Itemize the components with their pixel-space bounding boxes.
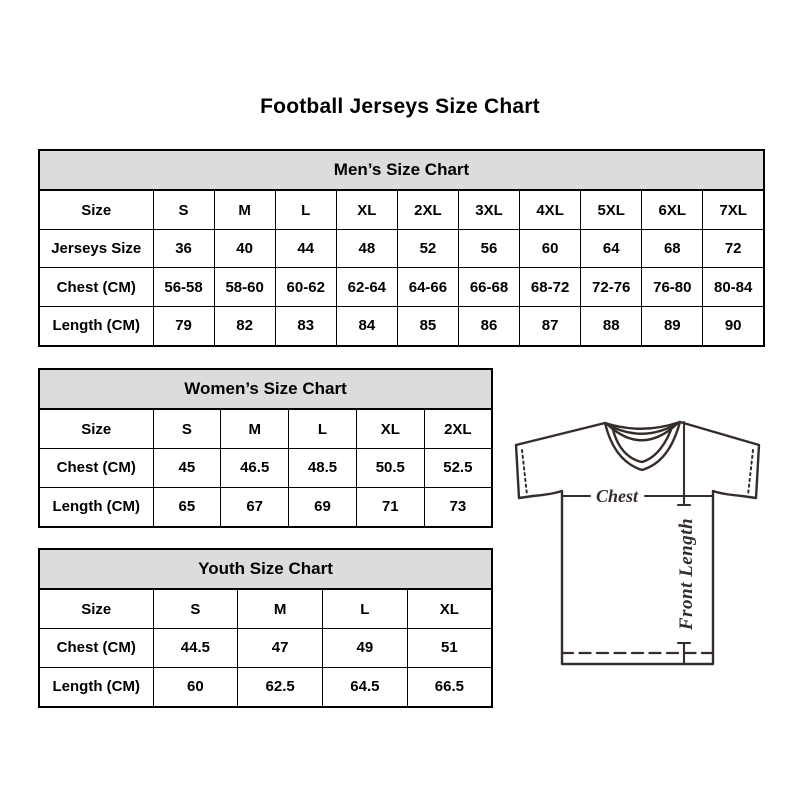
value-cell: 88 (581, 306, 642, 346)
value-cell: 2XL (397, 190, 458, 230)
value-cell: 64 (581, 230, 642, 268)
value-cell: XL (336, 190, 397, 230)
value-cell: 73 (424, 487, 492, 527)
table-header-row (39, 369, 492, 409)
womens-size-table (38, 368, 493, 528)
table-header-row (39, 549, 492, 589)
row-label-cell: Chest (CM) (39, 268, 153, 306)
value-cell: 50.5 (356, 449, 424, 488)
value-cell: 84 (336, 306, 397, 346)
value-cell: 62.5 (238, 667, 323, 707)
value-cell: 49 (323, 629, 408, 668)
table-row (39, 409, 492, 449)
row-label-cell: Length (CM) (39, 487, 153, 527)
value-cell: 48.5 (289, 449, 357, 488)
youth-table-title: Youth Size Chart (39, 549, 492, 589)
value-cell: 80-84 (703, 268, 764, 306)
value-cell: M (214, 190, 275, 230)
row-label-cell: Size (39, 190, 153, 230)
value-cell: 64-66 (397, 268, 458, 306)
value-cell: 45 (153, 449, 221, 488)
value-cell: 69 (289, 487, 357, 527)
value-cell: 60-62 (275, 268, 336, 306)
value-cell: 66.5 (407, 667, 492, 707)
value-cell: M (238, 589, 323, 629)
value-cell: 4XL (520, 190, 581, 230)
right-sleeve-seam-dotted-line (748, 450, 753, 495)
value-cell: 36 (153, 230, 214, 268)
womens-table-body (39, 409, 492, 527)
value-cell: 56 (458, 230, 519, 268)
value-cell: 46.5 (221, 449, 289, 488)
value-cell: 48 (336, 230, 397, 268)
value-cell: 72 (703, 230, 764, 268)
value-cell: 7XL (703, 190, 764, 230)
value-cell: 58-60 (214, 268, 275, 306)
value-cell: 56-58 (153, 268, 214, 306)
value-cell: 44.5 (153, 629, 238, 668)
table-row (39, 190, 764, 230)
table-row (39, 230, 764, 268)
value-cell: 64.5 (323, 667, 408, 707)
value-cell: 71 (356, 487, 424, 527)
value-cell: 52.5 (424, 449, 492, 488)
value-cell: 68 (642, 230, 703, 268)
row-label-cell: Length (CM) (39, 306, 153, 346)
jersey-illustration (505, 400, 775, 690)
table-row (39, 306, 764, 346)
value-cell: S (153, 409, 221, 449)
value-cell: 47 (238, 629, 323, 668)
table-header-row (39, 150, 764, 190)
row-label-cell: Size (39, 589, 153, 629)
value-cell: 3XL (458, 190, 519, 230)
value-cell: 83 (275, 306, 336, 346)
value-cell: 89 (642, 306, 703, 346)
value-cell: 52 (397, 230, 458, 268)
left-sleeve-seam-dotted-line (522, 450, 527, 495)
value-cell: 40 (214, 230, 275, 268)
value-cell: 85 (397, 306, 458, 346)
mens-size-table (38, 149, 765, 347)
jersey-measurement-diagram (505, 400, 775, 690)
value-cell: 67 (221, 487, 289, 527)
value-cell: 72-76 (581, 268, 642, 306)
womens-table-title: Women’s Size Chart (39, 369, 492, 409)
value-cell: 5XL (581, 190, 642, 230)
table-row (39, 589, 492, 629)
value-cell: L (323, 589, 408, 629)
mens-table-body (39, 190, 764, 346)
value-cell: 79 (153, 306, 214, 346)
row-label-cell: Size (39, 409, 153, 449)
value-cell: S (153, 589, 238, 629)
value-cell: 44 (275, 230, 336, 268)
value-cell: 62-64 (336, 268, 397, 306)
row-label-cell: Length (CM) (39, 667, 153, 707)
value-cell: M (221, 409, 289, 449)
value-cell: S (153, 190, 214, 230)
value-cell: 60 (153, 667, 238, 707)
value-cell: 2XL (424, 409, 492, 449)
row-label-cell: Chest (CM) (39, 449, 153, 488)
value-cell: 87 (520, 306, 581, 346)
row-label-cell: Chest (CM) (39, 629, 153, 668)
table-row (39, 449, 492, 488)
table-row (39, 667, 492, 707)
jersey-outline (516, 422, 759, 664)
value-cell: 65 (153, 487, 221, 527)
value-cell: 90 (703, 306, 764, 346)
value-cell: 51 (407, 629, 492, 668)
table-row (39, 268, 764, 306)
youth-table-body (39, 589, 492, 707)
page-title: Football Jerseys Size Chart (260, 95, 540, 118)
value-cell: 68-72 (520, 268, 581, 306)
front-length-label: Front Length (676, 517, 697, 631)
value-cell: L (289, 409, 357, 449)
table-row (39, 487, 492, 527)
value-cell: XL (407, 589, 492, 629)
row-label-cell: Jerseys Size (39, 230, 153, 268)
value-cell: 76-80 (642, 268, 703, 306)
value-cell: 86 (458, 306, 519, 346)
value-cell: 60 (520, 230, 581, 268)
value-cell: 66-68 (458, 268, 519, 306)
value-cell: 6XL (642, 190, 703, 230)
table-row (39, 629, 492, 668)
mens-table-title: Men’s Size Chart (39, 150, 764, 190)
value-cell: L (275, 190, 336, 230)
chest-label: Chest (595, 486, 639, 506)
youth-size-table (38, 548, 493, 708)
value-cell: XL (356, 409, 424, 449)
value-cell: 82 (214, 306, 275, 346)
